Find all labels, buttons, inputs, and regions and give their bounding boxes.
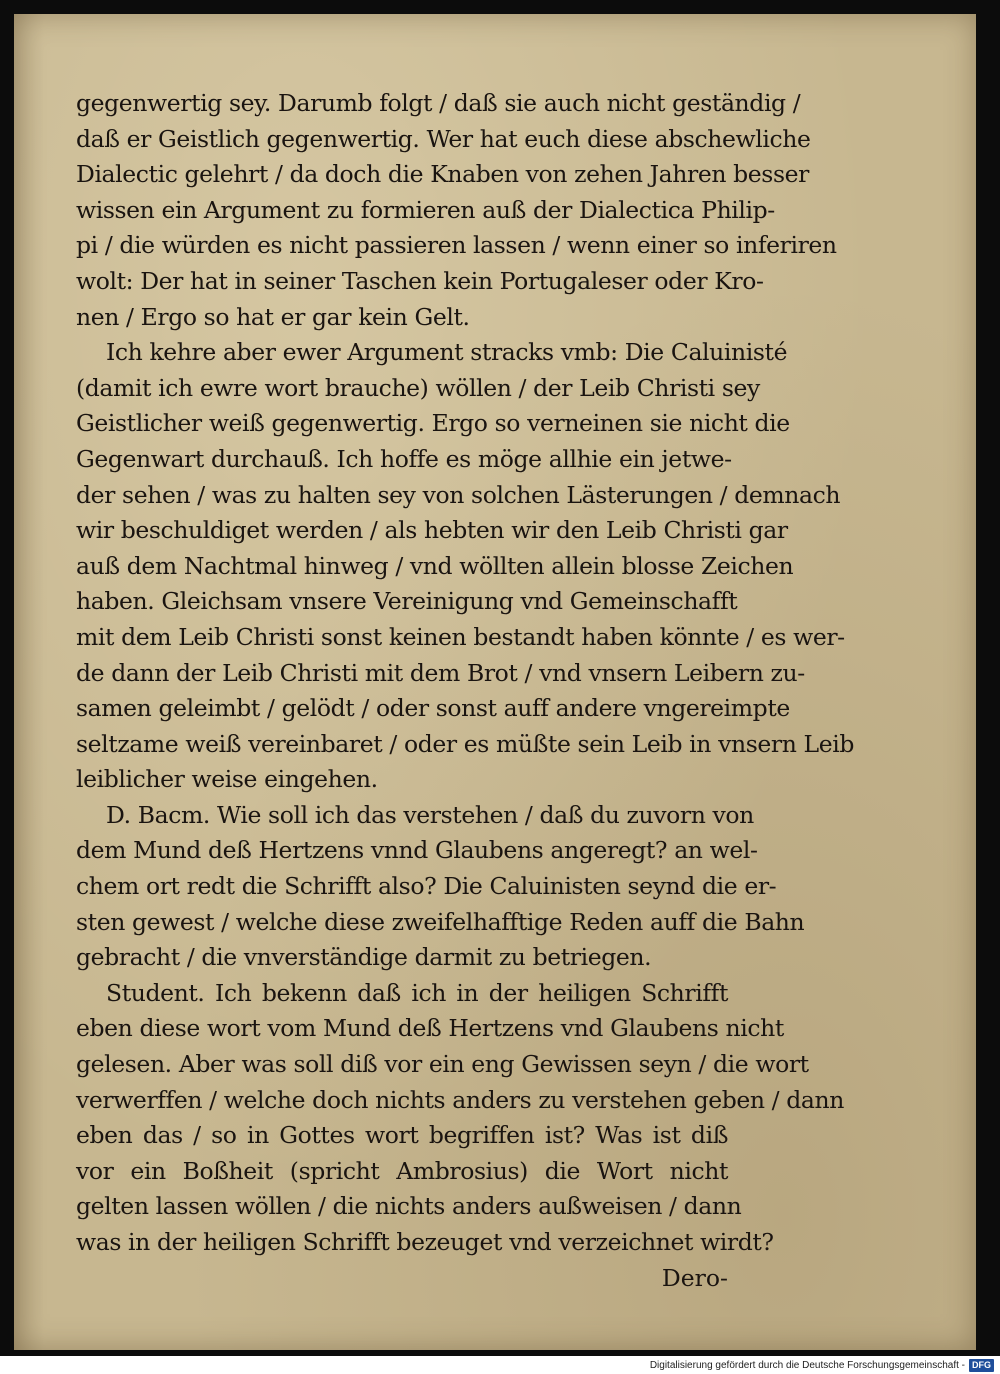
- text-line: seltzame weiß vereinbaret / oder es müßte sein Leib in vnsern Leib: [76, 729, 854, 758]
- text-line: Geistlicher weiß gegenwertig. Ergo so verneinen sie nicht die: [76, 409, 790, 438]
- text-line: de dann der Leib Christi mit dem Brot / vnd vnsern Leibern zu-: [76, 658, 805, 687]
- text-line: verwerffen / welche doch nichts anders zu verstehen geben / dann: [76, 1085, 844, 1114]
- text-line: Gegenwart durchauß. Ich hoffe es möge allhie ein jetwe-: [76, 444, 732, 473]
- text-line: (damit ich ewre wort brauche) wöllen / der Leib Christi sey: [76, 373, 760, 402]
- text-line: pi / die würden es nicht passieren lassen / wenn einer so inferiren: [76, 231, 837, 260]
- text-line: wissen ein Argument zu formieren auß der Dialectica Philip-: [76, 195, 775, 224]
- text-line: eben diese wort vom Mund deß Hertzens vnd Glaubens nicht: [76, 1014, 784, 1043]
- book-page: [14, 14, 976, 1350]
- text-line: was in der heiligen Schrifft bezeuget vnd verzeichnet wirdt?: [76, 1228, 774, 1256]
- text-line: samen geleimbt / gelödt / oder sonst auff andere vngereimpte: [76, 694, 790, 723]
- text-line: auß dem Nachtmal hinweg / vnd wöllten allein blosse Zeichen: [76, 551, 794, 580]
- text-line: vor ein Boßheit (spricht Ambrosius) die Wort nicht: [76, 1156, 728, 1185]
- text-line: mit dem Leib Christi sonst keinen bestandt haben könnte / es wer-: [76, 622, 845, 651]
- text-line: D. Bacm. Wie soll ich das verstehen / daß du zuvorn von: [106, 800, 754, 829]
- text-line: leiblicher weise eingehen.: [76, 765, 378, 794]
- text-line: Dialectic gelehrt / da doch die Knaben von zehen Jahren besser: [76, 160, 809, 189]
- text-line: gelesen. Aber was soll diß vor ein eng Gewissen seyn / die wort: [76, 1050, 809, 1079]
- text-line: wir beschuldiget werden / als hebten wir den Leib Christi gar: [76, 516, 788, 545]
- text-line: nen / Ergo so hat er gar kein Gelt.: [76, 302, 470, 331]
- text-line: haben. Gleichsam vnsere Vereinigung vnd Gemeinschafft: [76, 587, 738, 616]
- funding-credit: Digitalisierung gefördert durch die Deutsche Forschungsgemeinschaft -: [649, 1359, 965, 1371]
- dfg-logo: DFG: [969, 1359, 994, 1372]
- text-line: gegenwertig sey. Darumb folgt / daß sie auch nicht geständig /: [76, 89, 801, 117]
- catchword: Dero-: [661, 1263, 728, 1292]
- text-line: chem ort redt die Schrifft also? Die Caluinisten seynd die er-: [76, 872, 777, 901]
- text-line: Student. Ich bekenn daß ich in der heiligen Schrifft: [106, 978, 728, 1007]
- text-line: eben das / so in Gottes wort begriffen ist? Was ist diß: [76, 1121, 728, 1150]
- text-line: Ich kehre aber ewer Argument stracks vmb: Die Caluinisté: [106, 338, 788, 367]
- page-text: [76, 86, 854, 1296]
- text-line: dem Mund deß Hertzens vnnd Glaubens angeregt? an wel-: [76, 836, 758, 865]
- text-line: daß er Geistlich gegenwertig. Wer hat euch diese abschewliche: [76, 124, 811, 153]
- text-line: der sehen / was zu halten sey von solchen Lästerungen / demnach: [76, 480, 841, 509]
- text-line: gebracht / die vnverständige darmit zu betriegen.: [76, 943, 652, 972]
- text-line: wolt: Der hat in seiner Taschen kein Portugaleser oder Kro-: [76, 266, 764, 295]
- digitization-footer: [650, 1357, 994, 1373]
- text-line: sten gewest / welche diese zweifelhafftige Reden auff die Bahn: [76, 907, 805, 936]
- text-line: gelten lassen wöllen / die nichts anders außweisen / dann: [76, 1192, 742, 1221]
